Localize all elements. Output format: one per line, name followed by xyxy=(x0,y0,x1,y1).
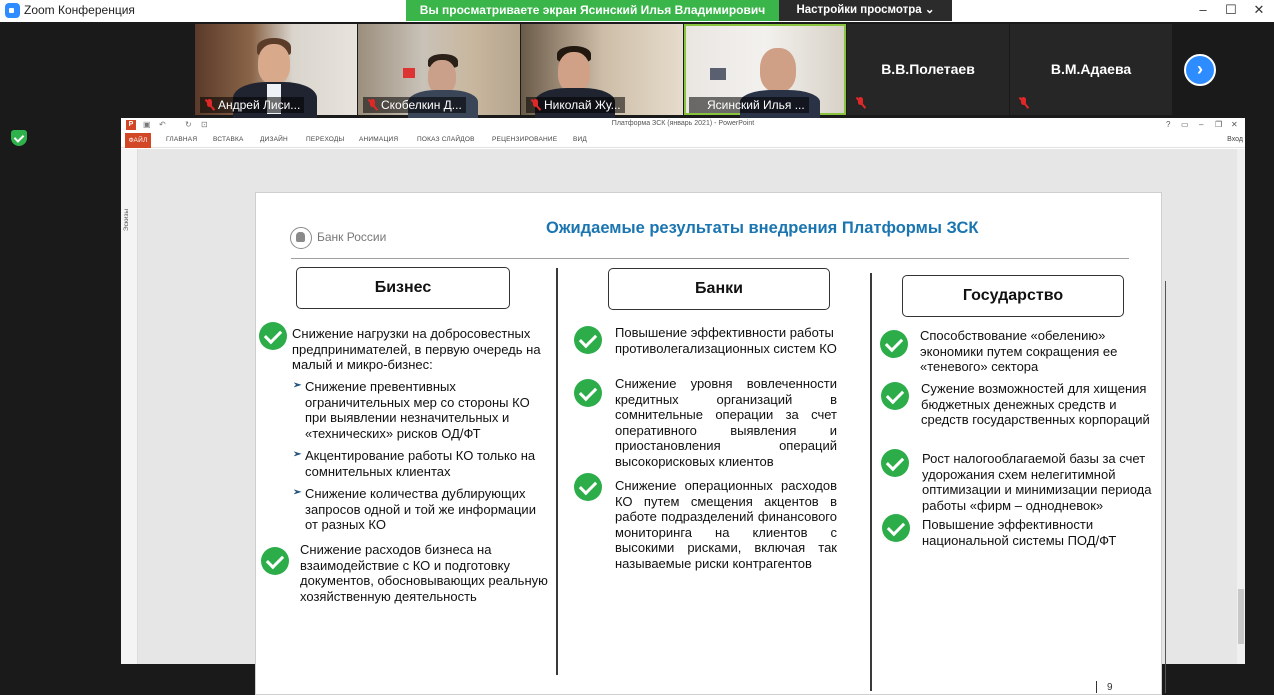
banks-item: Снижение операционных расходов КО путем смещения акцентов в работе подразделений финансового мониторинга на клиентов с высокими рисками, включая так называемые риски контрагентов xyxy=(615,478,837,571)
column-header-banks: Банки xyxy=(608,268,830,310)
vertical-scrollbar[interactable] xyxy=(1237,149,1245,664)
person-face xyxy=(558,52,590,92)
person-face xyxy=(428,60,456,94)
undo-icon[interactable]: ↶ xyxy=(159,120,166,129)
column-divider xyxy=(870,273,872,691)
state-item: Сужение возможностей для хищения бюджетных денежных средств и средств государственных корпораций xyxy=(921,381,1150,428)
mic-muted-icon xyxy=(1018,97,1029,109)
arrow-bullet-icon: ➢ xyxy=(293,487,302,498)
restore-icon[interactable]: ❐ xyxy=(1215,120,1223,129)
participant-name: Андрей Лиси... xyxy=(200,97,304,113)
business-subitem: Снижение превентивных ограничительных мер со стороны КО при выявлении незначительных и «технических» рисков ОД/ФТ xyxy=(305,379,530,441)
ppt-title-bar xyxy=(121,118,1245,132)
business-item: Снижение нагрузки на добросовестных предпринимателей, в первую очередь на малый и микро-бизнес: xyxy=(292,326,541,373)
participant-name: Ясинский Илья ... xyxy=(689,97,809,113)
tab-slideshow[interactable]: ПОКАЗ СЛАЙДОВ xyxy=(417,136,475,143)
shared-powerpoint-window xyxy=(121,118,1245,693)
participant-name: Николай Жу... xyxy=(526,97,625,113)
tab-view[interactable]: ВИД xyxy=(573,136,588,143)
close-icon[interactable]: ✕ xyxy=(1231,120,1238,129)
view-options-button[interactable] xyxy=(779,0,952,21)
column-header-state: Государство xyxy=(902,275,1124,317)
video-tile[interactable] xyxy=(847,24,1009,115)
checkmark-icon xyxy=(574,326,602,354)
mic-muted-icon xyxy=(367,99,378,111)
checkmark-icon xyxy=(259,322,287,350)
tab-insert[interactable]: ВСТАВКА xyxy=(213,136,244,143)
flag-icon xyxy=(403,68,415,78)
arrow-bullet-icon: ➢ xyxy=(293,380,302,391)
start-slideshow-icon[interactable]: ⊡ xyxy=(201,120,208,129)
view-options-label: Настройки просмотра xyxy=(796,4,922,16)
checkmark-icon xyxy=(574,379,602,407)
checkmark-icon xyxy=(574,473,602,501)
state-item: Повышение эффективности национальной системы ПОД/ФТ xyxy=(922,517,1117,548)
maximize-icon[interactable]: ☐ xyxy=(1225,2,1237,17)
powerpoint-icon: P xyxy=(126,120,136,130)
mic-muted-icon xyxy=(855,97,866,109)
help-icon[interactable]: ? xyxy=(1166,120,1171,129)
slide xyxy=(255,192,1162,695)
mic-muted-icon xyxy=(204,99,215,111)
zoom-logo-icon xyxy=(5,3,20,18)
banks-item: Повышение эффективности работы противолегализационных систем КО xyxy=(615,325,837,356)
thumbnails-label: Эскизы xyxy=(123,209,130,232)
screen-share-banner: Вы просматриваете экран Ясинский Илья Владимирович xyxy=(406,0,779,21)
close-icon[interactable]: ✕ xyxy=(1253,2,1265,17)
checkmark-icon xyxy=(880,330,908,358)
checkmark-icon xyxy=(881,449,909,477)
encryption-shield-icon[interactable] xyxy=(11,130,27,146)
ribbon-tabs xyxy=(121,133,1245,148)
picture-icon xyxy=(710,68,726,80)
ribbon-options-icon[interactable]: ▭ xyxy=(1181,120,1189,129)
participant-name: В.М.Адаева xyxy=(1050,61,1132,77)
checkmark-icon xyxy=(881,382,909,410)
minimize-icon[interactable]: – xyxy=(1199,120,1204,129)
person-face xyxy=(760,48,796,92)
business-subitem: Снижение количества дублирующих запросов одной и той же информации от разных КО xyxy=(305,486,536,533)
participant-name: В.В.Полетаев xyxy=(881,61,975,77)
window-title: Zoom Конференция xyxy=(24,3,135,17)
chevron-right-icon: › xyxy=(1197,59,1203,79)
next-page-button[interactable] xyxy=(1184,54,1216,86)
slide-number: 9 xyxy=(1107,682,1113,693)
business-item: Снижение расходов бизнеса на взаимодействие с КО и подготовку документов, обосновывающих реальную хозяйственную деятельность xyxy=(300,542,548,604)
video-tile[interactable] xyxy=(1010,24,1172,115)
ppt-window-title: Платформа ЗСК (январь 2021) - PowerPoint xyxy=(611,120,755,127)
title-divider xyxy=(291,258,1129,259)
logo-text: Банк России xyxy=(317,230,387,244)
page-number-divider xyxy=(1096,681,1097,693)
thumbnails-panel[interactable] xyxy=(121,149,138,664)
slide-title: Ожидаемые результаты внедрения Платформы ЗСК xyxy=(546,219,979,237)
save-icon[interactable]: ▣ xyxy=(143,120,151,129)
bank-of-russia-logo-icon xyxy=(290,227,312,249)
tab-file[interactable]: ФАЙЛ xyxy=(125,133,151,148)
tab-home[interactable]: ГЛАВНАЯ xyxy=(166,136,198,143)
tab-transitions[interactable]: ПЕРЕХОДЫ xyxy=(306,136,345,143)
minimize-icon[interactable]: – xyxy=(1199,2,1207,17)
banks-item: Снижение уровня вовлеченности кредитных организаций в сомнительные операции за счет оперативного выявления и приостановления операций высокорисковых клиентов xyxy=(615,376,837,469)
state-item: Рост налогооблагаемой базы за счет удорожания схем нелегитимной оптимизации и минимизации периода работы «фирм – однодневок» xyxy=(922,451,1152,513)
redo-icon[interactable]: ↻ xyxy=(185,120,192,129)
checkmark-icon xyxy=(882,514,910,542)
checkmark-icon xyxy=(261,547,289,575)
video-tile-active-speaker[interactable] xyxy=(684,24,846,115)
sign-in-link[interactable]: Вход xyxy=(1227,136,1243,143)
scrollbar-thumb[interactable] xyxy=(1238,589,1244,644)
business-subitem: Акцентирование работы КО только на сомнительных клиентах xyxy=(305,448,536,479)
column-divider xyxy=(556,268,558,675)
state-item: Способствование «обелению» экономики путем сокращения ее «теневого» сектора xyxy=(920,328,1118,375)
column-divider xyxy=(1165,281,1166,693)
video-tile[interactable] xyxy=(521,24,683,115)
person-face xyxy=(258,44,290,84)
tab-review[interactable]: РЕЦЕНЗИРОВАНИЕ xyxy=(492,136,558,143)
video-tile[interactable] xyxy=(195,24,357,115)
chevron-down-icon: ⌄ xyxy=(924,4,935,16)
tab-animations[interactable]: АНИМАЦИЯ xyxy=(359,136,399,143)
participant-name: Скобелкин Д... xyxy=(363,97,466,113)
column-header-business: Бизнес xyxy=(296,267,510,309)
video-tile[interactable] xyxy=(358,24,520,115)
tab-design[interactable]: ДИЗАЙН xyxy=(260,136,288,143)
mic-muted-icon xyxy=(530,99,541,111)
slide-canvas xyxy=(138,149,1245,693)
title-bar xyxy=(0,0,1274,22)
arrow-bullet-icon: ➢ xyxy=(293,449,302,460)
